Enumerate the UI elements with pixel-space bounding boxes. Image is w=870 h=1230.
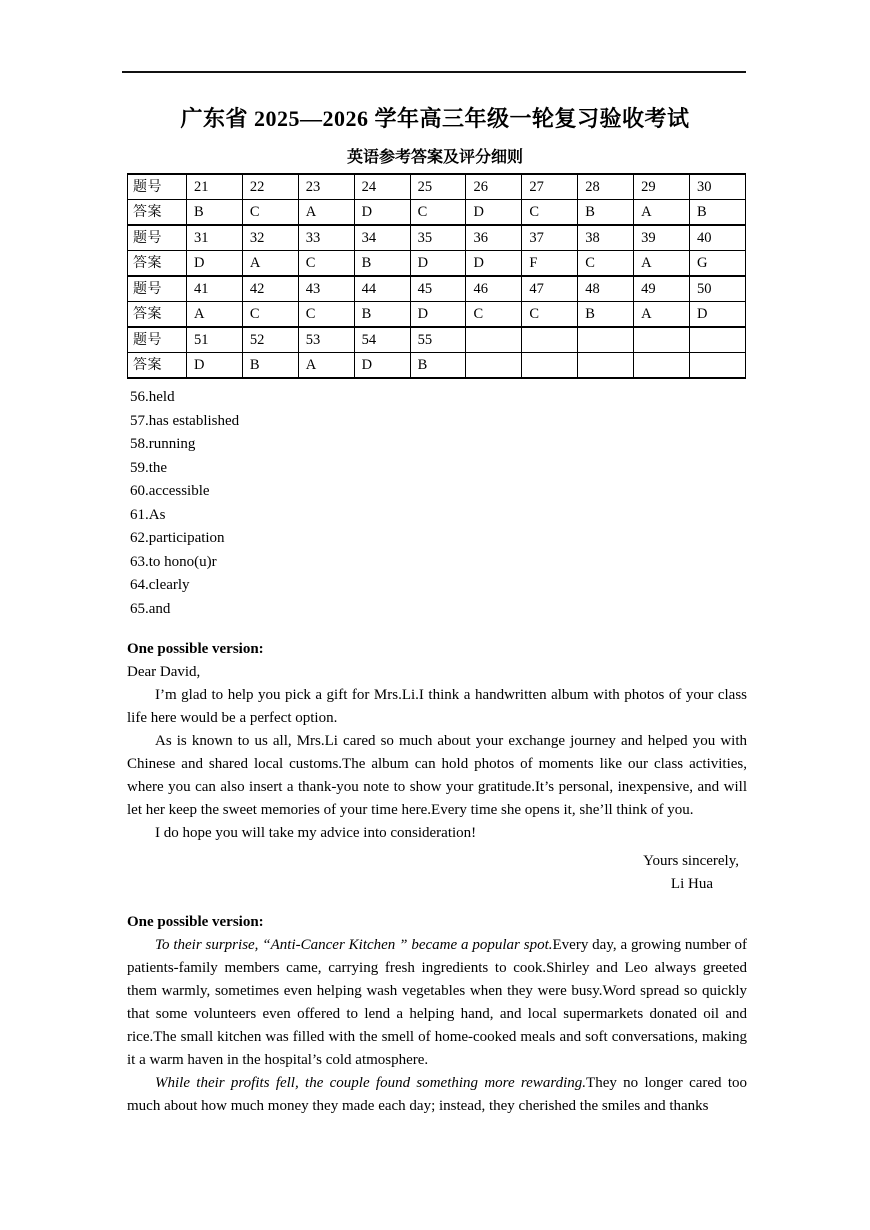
writing-two-heading: One possible version: — [127, 914, 264, 930]
table-cell: D — [354, 353, 410, 379]
answer-key-table — [127, 173, 746, 379]
list-item: 65.and — [130, 600, 171, 617]
table-cell: D — [187, 353, 243, 379]
table-cell: B — [354, 302, 410, 328]
blank-filling-answer-list — [130, 386, 530, 621]
table-cell: 49 — [634, 276, 690, 302]
table-cell: C — [522, 200, 578, 226]
table-cell: 45 — [410, 276, 466, 302]
table-cell-empty — [634, 327, 690, 353]
table-cell: B — [578, 302, 634, 328]
table-cell: 46 — [466, 276, 522, 302]
table-cell: 35 — [410, 225, 466, 251]
table-cell: A — [298, 200, 354, 226]
table-row — [128, 225, 746, 251]
table-cell: 39 — [634, 225, 690, 251]
table-cell: C — [410, 200, 466, 226]
page-subtitle: 英语参考答案及评分细则 — [346, 149, 523, 166]
table-cell: 52 — [242, 327, 298, 353]
list-item: 61.As — [130, 506, 166, 523]
table-cell: 25 — [410, 174, 466, 200]
table-cell: A — [187, 302, 243, 328]
table-row — [128, 302, 746, 328]
row-label-answer: 答案 — [128, 302, 187, 328]
table-cell: C — [298, 302, 354, 328]
table-row — [128, 327, 746, 353]
continuation-body-2: They no longer cared too much about how much money they made each day; instead, they cherished the smiles and thanks — [127, 1075, 747, 1114]
list-item: 62.participation — [130, 530, 225, 546]
table-cell: 26 — [466, 174, 522, 200]
table-cell: G — [690, 251, 746, 277]
row-label-question: 题号 — [128, 225, 187, 251]
table-cell: 31 — [187, 225, 243, 251]
table-cell: C — [242, 302, 298, 328]
table-cell: 24 — [354, 174, 410, 200]
table-cell: 42 — [242, 276, 298, 302]
table-cell: D — [410, 302, 466, 328]
letter-paragraph-2: As is known to us all, Mrs.Li cared so much about your exchange journey and helped you with Chinese and shared local customs.The album can hold photos of moments like our class activities, where you can also insert a thank-you note to show your gratitude.It’s personal, inexpensive, and will let her keep the sweet memories of your time here.Every time she opens it, she’ll think of you. — [127, 733, 747, 818]
table-cell: D — [187, 251, 243, 277]
table-cell-empty — [522, 327, 578, 353]
list-item: 64.clearly — [130, 577, 190, 593]
table-cell: 36 — [466, 225, 522, 251]
table-cell: D — [690, 302, 746, 328]
table-row — [128, 353, 746, 379]
letter-salutation: Dear David, — [127, 664, 201, 680]
list-item: 57.has established — [130, 412, 240, 429]
table-row — [128, 276, 746, 302]
table-cell: D — [466, 200, 522, 226]
letter-paragraph-3: I do hope you will take my advice into consideration! — [155, 825, 477, 841]
table-cell: 28 — [578, 174, 634, 200]
table-cell: 53 — [298, 327, 354, 353]
continuation-body-1: Every day, a growing number of patients-family members came, carrying fresh ingredients to cook.Shirley and Leo always greeted them warmly, sometimes even helping wash vegetables when they were busy.Word spread so quickly that some volunteers even offered to lend a helping hand, and local supermarkets donated oil and rice.The small kitchen was filled with the smell of home-cooked meals and soft conversations, making it a warm haven in the hospital’s cold atmosphere. — [127, 937, 748, 1068]
table-cell: 32 — [242, 225, 298, 251]
letter-signature-name: Li Hua — [670, 876, 713, 892]
table-cell-empty — [578, 327, 634, 353]
table-cell: B — [690, 200, 746, 226]
continuation-paragraph-2 — [127, 1072, 747, 1118]
header-divider-rule — [122, 71, 746, 73]
table-cell: C — [578, 251, 634, 277]
continuation-lead-sentence-1: To their surprise, “Anti-Cancer Kitchen ” became a popular spot. — [155, 937, 553, 953]
table-cell-empty — [466, 353, 522, 379]
table-cell: A — [634, 200, 690, 226]
table-cell-empty — [466, 327, 522, 353]
letter-closing: Yours sincerely, — [643, 853, 739, 869]
table-cell: D — [354, 200, 410, 226]
letter-signature-block — [127, 850, 747, 896]
table-cell: 41 — [187, 276, 243, 302]
table-cell-empty — [690, 353, 746, 379]
table-cell: D — [410, 251, 466, 277]
table-cell: B — [410, 353, 466, 379]
table-cell: B — [578, 200, 634, 226]
table-cell: B — [242, 353, 298, 379]
table-cell: A — [634, 302, 690, 328]
table-cell: C — [298, 251, 354, 277]
table-cell-empty — [522, 353, 578, 379]
list-item: 59.the — [130, 459, 168, 476]
table-cell: 38 — [578, 225, 634, 251]
list-item: 60.accessible — [130, 483, 210, 499]
row-label-answer: 答案 — [128, 353, 187, 379]
page-title: 广东省 2025—2026 学年高三年级一轮复习验收考试 — [180, 106, 690, 131]
table-cell: A — [634, 251, 690, 277]
table-cell: 27 — [522, 174, 578, 200]
row-label-answer: 答案 — [128, 251, 187, 277]
letter-paragraph-1: I’m glad to help you pick a gift for Mrs.Li.I think a handwritten album with photos of your class life here would be a perfect option. — [127, 687, 747, 726]
list-item: 56.held — [130, 389, 175, 405]
row-label-question: 题号 — [128, 276, 187, 302]
table-cell: 47 — [522, 276, 578, 302]
table-cell: 40 — [690, 225, 746, 251]
table-cell: 34 — [354, 225, 410, 251]
table-cell: 37 — [522, 225, 578, 251]
list-item: 63.to hono(u)r — [130, 553, 217, 570]
row-label-question: 题号 — [128, 174, 187, 200]
table-cell: 55 — [410, 327, 466, 353]
table-cell: A — [242, 251, 298, 277]
table-cell: 51 — [187, 327, 243, 353]
writing-section-two — [127, 911, 747, 1118]
table-cell-empty — [578, 353, 634, 379]
list-item: 58.running — [130, 436, 196, 452]
writing-section-one — [127, 638, 747, 896]
table-cell-empty — [690, 327, 746, 353]
row-label-question: 题号 — [128, 327, 187, 353]
table-cell: 29 — [634, 174, 690, 200]
table-cell: 50 — [690, 276, 746, 302]
table-cell: 44 — [354, 276, 410, 302]
table-cell: 48 — [578, 276, 634, 302]
table-cell: C — [466, 302, 522, 328]
table-cell: 30 — [690, 174, 746, 200]
table-row — [128, 174, 746, 200]
table-cell: B — [354, 251, 410, 277]
table-row — [128, 251, 746, 277]
table-cell: 21 — [187, 174, 243, 200]
table-cell-empty — [634, 353, 690, 379]
table-cell: 33 — [298, 225, 354, 251]
table-cell: 22 — [242, 174, 298, 200]
table-cell: 23 — [298, 174, 354, 200]
table-cell: A — [298, 353, 354, 379]
table-cell: 43 — [298, 276, 354, 302]
table-cell: B — [187, 200, 243, 226]
continuation-lead-sentence-2: While their profits fell, the couple found something more rewarding. — [155, 1075, 587, 1091]
table-cell: C — [522, 302, 578, 328]
table-cell: 54 — [354, 327, 410, 353]
row-label-answer: 答案 — [128, 200, 187, 226]
table-cell: F — [522, 251, 578, 277]
table-cell: C — [242, 200, 298, 226]
table-cell: D — [466, 251, 522, 277]
writing-one-heading: One possible version: — [127, 641, 264, 657]
table-row — [128, 200, 746, 226]
continuation-paragraph-1 — [127, 934, 747, 1072]
